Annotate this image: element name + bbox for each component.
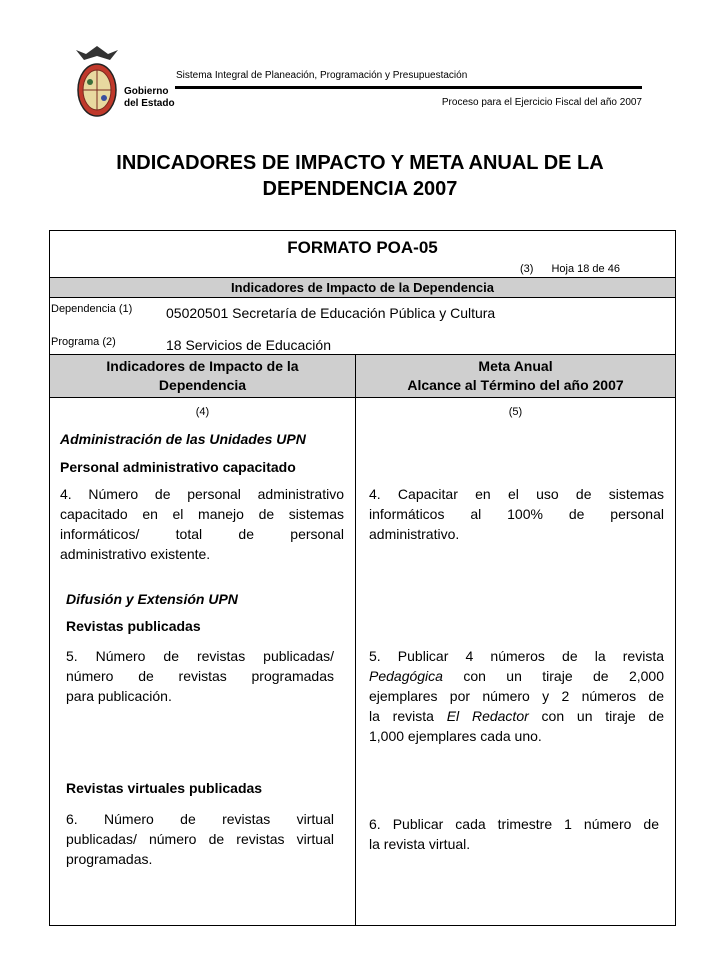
right-column-number: (5) (508, 406, 523, 418)
system-name: Sistema Integral de Planeación, Programación y Presupuestación (176, 70, 468, 81)
state-seal-logo (72, 42, 122, 120)
program-title: Administración de las Unidades UPN (60, 431, 306, 447)
goal-text: 4. Capacitar en el uso de sistemas informáticos al 100% de personal administrativo. (369, 486, 664, 542)
programa-label: Programa (2) (51, 336, 116, 348)
page-title: INDICADORES DE IMPACTO Y META ANUAL DE LA DEPENDENCIA 2007 (116, 152, 604, 200)
left-column-number: (4) (195, 406, 210, 418)
goal-text: 5. Publicar 4 números de la revista Pedagógica con un tiraje de 2,000 ejemplares por número y 2 números de la revista El Redactor con un tiraje de 1,000 ejemplares cada uno. (369, 648, 664, 744)
annual-goal-column-header: Meta Anual Alcance al Término del año 2007 (356, 354, 675, 398)
dependencia-value: 05020501 Secretaría de Educación Pública y Cultura (166, 305, 496, 321)
header-divider (175, 86, 642, 89)
section-title-bar: Indicadores de Impacto de la Dependencia (50, 277, 675, 298)
indicator-text: 5. Número de revistas publicadas/ número de revistas programadas para publicación. (66, 648, 334, 704)
indicators-column-header: Indicadores de Impacto de la Dependencia (50, 354, 355, 398)
program-title: Difusión y Extensión UPN (66, 591, 238, 607)
indicator-title: Revistas virtuales publicadas (66, 780, 263, 796)
indicator-text: 6. Número de revistas virtual publicadas/ número de revistas virtual programadas. (66, 811, 334, 867)
goal-text: 6. Publicar cada trimestre 1 número de la revista virtual. (369, 816, 659, 852)
page-indicator: (3) Hoja 18 de 46 (520, 263, 620, 275)
indicator-text: 4. Número de personal administrativo capacitado en el manejo de sistemas informáticos/ total de personal administrativo existente. (60, 486, 344, 562)
indicator-title: Personal administrativo capacitado (60, 459, 296, 475)
process-year: Proceso para el Ejercicio Fiscal del año 2007 (441, 97, 642, 108)
form-name: FORMATO POA-05 (287, 238, 438, 257)
government-label: Gobierno del Estado (124, 86, 175, 109)
column-divider (355, 354, 356, 926)
indicator-title: Revistas publicadas (66, 618, 201, 634)
dependencia-label: Dependencia (1) (51, 303, 133, 315)
programa-value: 18 Servicios de Educación (166, 337, 331, 353)
